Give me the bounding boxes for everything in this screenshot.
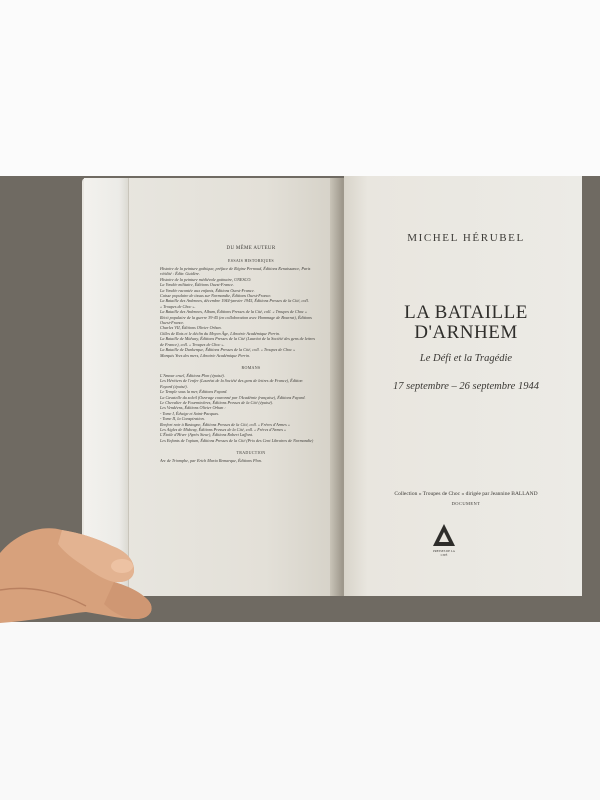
bibliography-line: Les Héritiers de l'enfer (Lauréat de la Société des gens de lettres de France), Édition xyxy=(160,378,303,384)
bibliography-line: La Bataille de Midway, Éditions Presses de la Cité (Lauréat de la Société des gens de lettres xyxy=(160,336,315,342)
bibliography-line: Les Vendéens, Éditions Olivier Orban : xyxy=(160,405,226,411)
bibliography-line: Le Temple sous la mer, Éditions Fayard. xyxy=(160,389,228,395)
bibliography-line: Charles VII, Éditions Olivier Orban. xyxy=(160,325,222,331)
bibliography-line: - Tome I, Édwige et Saint-Pacquas. xyxy=(160,410,220,416)
book-title-line-2: D'ARNHEM xyxy=(414,322,518,343)
bibliography-line: Les Enfants de l'opium, Éditions Presses de la Cité (Prix des Cent Libraires de Normandie) xyxy=(160,437,314,443)
bibliography-line: La Bataille des Ardennes, décembre 1944-janvier 1945, Éditions Presses de la Cité, coll. xyxy=(160,298,309,304)
bibliography-line: Marquis Yves des mers, Librairie Académique Perrin. xyxy=(160,352,251,358)
bibliography-line: Ouest-France. xyxy=(160,320,185,326)
section-romans-heading: ROMANS xyxy=(241,364,261,370)
bibliography-line: Renfort noir à Bastogne, Éditions Presses de la Cité, coll. « Frères d'Armes » xyxy=(160,421,290,427)
author-name: MICHEL HÉRUBEL xyxy=(407,232,525,244)
bibliography-line: Caisse populaire de tissus sur Normandie, Éditions Ouest-France. xyxy=(160,293,272,299)
bibliography-line: La Vendée racontée aux enfants, Éditions Ouest-France. xyxy=(160,287,255,293)
bibliography-line: L'Amour cruel, Éditions Plon (épuisé). xyxy=(160,372,225,378)
document-label: DOCUMENT xyxy=(451,501,481,506)
book-subtitle: Le Défi et la Tragédie xyxy=(419,353,513,364)
bibliography-line: Le Chevalier de Fourminières, Éditions Presses de la Cité (épuisé). xyxy=(160,399,274,405)
bibliography-line: Histoire de la peinture médiévale gotinaire, UNESCO. xyxy=(160,276,252,282)
bibliography-line: réédité : Éditr. Guidère. xyxy=(160,271,200,277)
bibliography-line: La Bataille de Dunkerque, Éditions Presses de la Cité, coll. « Troupes de Choc » xyxy=(160,347,296,353)
bibliography-line: Histoire de la peinture gothique, préface de Régine Pernoud, Éditions Renaissance, Paris xyxy=(160,266,311,271)
book-title-line-1: LA BATAILLE xyxy=(404,302,528,323)
bibliography-line: La Cavatelle du soleil (Ouvrage couronné par l'Académie française), Éditions Fayard. xyxy=(160,394,306,400)
bibliography-line: Gilles de Rais et le déclin du Moyen Âge, Librairie Académique Perrin. xyxy=(160,330,281,336)
left-page-header: DU MÊME AUTEUR xyxy=(226,246,276,251)
bibliography-line: - Tome II, la Conspiration. xyxy=(160,416,205,422)
bibliography-line: Arc de Triomphe, par Erich Maria Remarque, Éditions Plon. xyxy=(160,458,262,464)
collection-line: Collection « Troupes de Choc » dirigée par Jeannine BALLAND xyxy=(394,491,538,497)
bibliography-line: La Vendée militaire, Éditions Ouest-France. xyxy=(160,282,235,288)
book-dates: 17 septembre – 26 septembre 1944 xyxy=(393,381,539,392)
bibliography-line: Fayard (épuisé). xyxy=(160,383,188,389)
bibliography-line: Les Aigles de Midway, Éditions Presses de la Cité, coll. « Frères d'Armes » xyxy=(160,426,287,432)
bibliography-line: L'Étoile d'Hiver (Après Sieur), Éditions Robert Laffont. xyxy=(160,432,253,438)
bibliography-line: de France), coll. « Troupes de Choc ». xyxy=(160,341,225,347)
bibliography-line: La Bataille des Ardennes, Album, Éditions Presses de la Cité, coll. « Troupes de Choc » xyxy=(160,309,307,315)
section-essais-heading: ESSAIS HISTORIQUES xyxy=(228,258,274,263)
publisher-name: PRESSES DE LA CITÉ xyxy=(433,549,455,557)
section-traduction-heading: TRADUCTION xyxy=(236,450,266,456)
bibliography-line: « Troupes de Choc ». xyxy=(160,303,196,309)
bibliography-line: Récit populaire de la guerre 39-45 (en collaboration avec Hommage de Bourrat), Éditions xyxy=(160,314,312,320)
